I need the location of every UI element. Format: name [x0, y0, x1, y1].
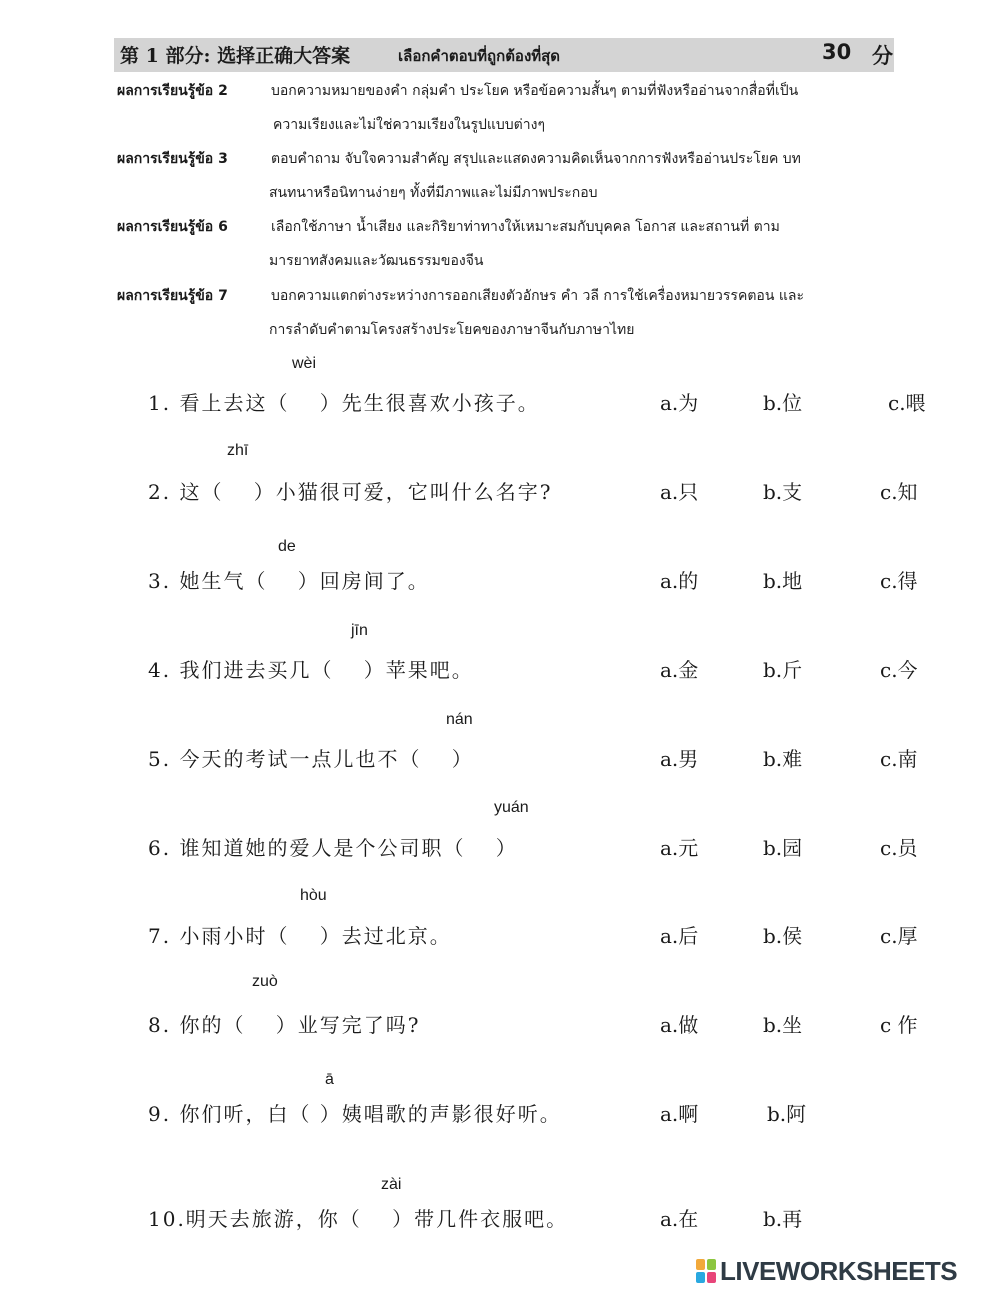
- choice-c[interactable]: c 作: [880, 1013, 918, 1037]
- pinyin-hint: hòu: [300, 887, 327, 904]
- objective-label: ผลการเรียนรู้ข้อ 3: [117, 151, 228, 167]
- question-text: 4. 我们进去买几（ ）苹果吧。: [148, 658, 474, 682]
- objective-label: ผลการเรียนรู้ข้อ 2: [117, 83, 228, 99]
- question-text: 9. 你们听，白（ ）姨唱歌的声影很好听。: [148, 1102, 562, 1126]
- choice-b[interactable]: b.位: [763, 391, 803, 415]
- choice-a[interactable]: a.元: [660, 836, 699, 860]
- logo-blocks-icon: [696, 1259, 718, 1285]
- section-instruction-thai: เลือกคำตอบที่ถูกต้องที่สุด: [398, 47, 561, 65]
- pinyin-hint: jīn: [351, 622, 368, 639]
- choice-c[interactable]: c.员: [880, 836, 918, 860]
- pinyin-hint: nán: [446, 711, 473, 728]
- pinyin-hint: ā: [325, 1071, 334, 1088]
- question-text: 3. 她生气（ ）回房间了。: [148, 569, 430, 593]
- pinyin-hint: yuán: [494, 799, 529, 816]
- objective-label: ผลการเรียนรู้ข้อ 7: [117, 288, 228, 304]
- choice-a[interactable]: a.金: [660, 658, 699, 682]
- choice-b[interactable]: b.侯: [763, 924, 803, 948]
- pinyin-hint: zài: [381, 1176, 402, 1193]
- pinyin-hint: de: [278, 538, 296, 555]
- liveworksheets-logo[interactable]: [696, 1256, 957, 1286]
- pinyin-hint: zuò: [252, 973, 278, 990]
- objective-text: ตอบคำถาม จับใจความสำคัญ สรุปและแสดงความคิดเห็นจากการฟังหรืออ่านประโยค บท: [271, 151, 801, 167]
- objective-label: ผลการเรียนรู้ข้อ 6: [117, 219, 228, 235]
- objective-text: สนทนาหรือนิทานง่ายๆ ทั้งที่มีภาพและไม่มีภาพประกอบ: [269, 185, 598, 201]
- choice-b[interactable]: b.难: [763, 747, 803, 771]
- section-title: 第 1 部分: 选择正确大答案: [120, 45, 351, 67]
- choice-a[interactable]: a.做: [660, 1013, 699, 1037]
- choice-b[interactable]: b.地: [763, 569, 803, 593]
- question-text: 5. 今天的考试一点儿也不（ ）: [148, 747, 474, 771]
- choice-b[interactable]: b.斤: [763, 658, 803, 682]
- choice-a[interactable]: a.只: [660, 480, 699, 504]
- pinyin-hint: zhī: [227, 442, 249, 459]
- choice-c[interactable]: c.知: [880, 480, 918, 504]
- choice-a[interactable]: a.后: [660, 924, 699, 948]
- choice-c[interactable]: c.厚: [880, 924, 918, 948]
- choice-a[interactable]: a.为: [660, 391, 699, 415]
- question-text: 1. 看上去这（ ）先生很喜欢小孩子。: [148, 391, 540, 415]
- objective-text: บอกความแตกต่างระหว่างการออกเสียงตัวอักษร คำ วลี การใช้เครื่องหมายวรรคตอน และ: [271, 288, 804, 304]
- choice-b[interactable]: b.支: [763, 480, 803, 504]
- choice-b[interactable]: b.再: [763, 1207, 803, 1231]
- question-text: 10.明天去旅游，你（ ）带几件衣服吧。: [148, 1207, 569, 1231]
- choice-a[interactable]: a.啊: [660, 1102, 699, 1126]
- choice-a[interactable]: a.男: [660, 747, 699, 771]
- choice-c[interactable]: c.得: [880, 569, 918, 593]
- question-text: 2. 这（ ）小猫很可爱，它叫什么名字?: [148, 480, 553, 504]
- objective-text: บอกความหมายของคำ กลุ่มคำ ประโยค หรือข้อความสั้นๆ ตามที่ฟังหรืออ่านจากสื่อที่เป็น: [271, 83, 799, 99]
- objective-text: มารยาทสังคมและวัฒนธรรมของจีน: [269, 253, 484, 269]
- logo-text: LIVEWORKSHEETS: [720, 1256, 958, 1286]
- objective-text: ความเรียงและไม่ใช่ความเรียงในรูปแบบต่างๆ: [273, 117, 545, 133]
- question-text: 6. 谁知道她的爱人是个公司职（ ）: [148, 836, 518, 860]
- question-text: 7. 小雨小时（ ）去过北京。: [148, 924, 452, 948]
- pinyin-hint: wèi: [292, 355, 317, 372]
- choice-b[interactable]: b.园: [763, 836, 803, 860]
- choice-a[interactable]: a.在: [660, 1207, 699, 1231]
- section-score-unit: 分: [872, 43, 893, 68]
- objective-text: การลำดับคำตามโครงสร้างประโยคของภาษาจีนกับภาษาไทย: [269, 322, 635, 338]
- choice-c[interactable]: c.喂: [888, 391, 926, 415]
- choice-c[interactable]: c.南: [880, 747, 918, 771]
- choice-a[interactable]: a.的: [660, 569, 699, 593]
- question-text: 8. 你的（ ）业写完了吗?: [148, 1013, 421, 1037]
- section-score: 30: [822, 40, 852, 64]
- choice-b[interactable]: b.坐: [763, 1013, 803, 1037]
- objective-text: เลือกใช้ภาษา น้ำเสียง และกิริยาท่าทางให้เหมาะสมกับบุคคล โอกาส และสถานที่ ตาม: [271, 219, 780, 235]
- choice-b[interactable]: b.阿: [767, 1102, 807, 1126]
- choice-c[interactable]: c.今: [880, 658, 918, 682]
